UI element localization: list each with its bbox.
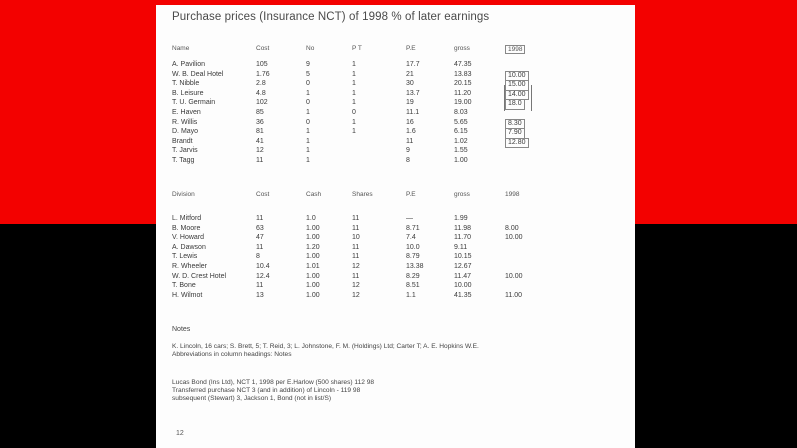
table-cell: 11.70 (454, 234, 471, 242)
footnotes-block (172, 379, 634, 404)
table-cell: 1.00 (306, 291, 320, 299)
table-cell: T. Tagg (172, 157, 195, 164)
table-cell: E. Haven (172, 109, 201, 116)
table-row (156, 147, 635, 156)
table-cell: 20.15 (454, 80, 472, 88)
table-cell: 10.00 (505, 71, 529, 82)
table-row (156, 253, 635, 262)
table-cell: T. Jarvis (172, 147, 198, 155)
table-cell: W. D. Crest Hotel (172, 272, 227, 280)
table-cell: 11 (352, 215, 360, 222)
table-cell: 11 (256, 243, 264, 251)
table-cell: 5 (306, 70, 310, 78)
table-cell: 14.00 (505, 90, 529, 101)
table-cell: 1.99 (454, 215, 468, 222)
table-cell: 1 (352, 128, 356, 136)
table-cell: 6.15 (454, 128, 468, 136)
table-cell: 9 (406, 147, 410, 155)
table-cell: 63 (256, 224, 264, 232)
table-row (156, 215, 635, 224)
table-cell: 11.98 (454, 224, 471, 232)
table-cell: 1.01 (306, 263, 320, 270)
table1-header-pe: P.E (406, 45, 416, 52)
table-cell: 8.79 (406, 253, 420, 261)
table-cell: W. B. Deal Hotel (172, 70, 224, 78)
table-cell: 19 (406, 99, 414, 107)
table-row (156, 61, 635, 70)
table-cell: 4.8 (256, 89, 266, 97)
page-number: 12 (176, 430, 184, 437)
table-cell: 16 (406, 118, 414, 126)
table-cell: 10.00 (454, 282, 472, 290)
table-cell: 19.00 (454, 99, 472, 107)
table-cell: 81 (256, 128, 264, 136)
table-cell: 1.0 (306, 215, 316, 222)
table-cell: 1.55 (454, 147, 468, 155)
table-cell: 47.35 (454, 61, 472, 68)
table-row (156, 234, 635, 243)
table-cell: 1.00 (306, 272, 320, 280)
table-cell: 11 (406, 137, 414, 145)
table-row (156, 273, 635, 282)
table-row (156, 119, 635, 128)
table-cell: 5.65 (454, 118, 468, 126)
table-cell: T. Lewis (172, 253, 198, 261)
table-cell: 0 (306, 99, 310, 107)
table-cell: 0 (352, 109, 356, 116)
table-cell: 11 (256, 282, 264, 290)
table-cell: 12.4 (256, 272, 270, 280)
table-cell: 8.00 (505, 224, 519, 232)
table-cell: 1.20 (306, 243, 320, 251)
table-cell: 17.7 (406, 61, 420, 68)
table-cell: 1 (306, 128, 310, 136)
table-cell: 41.35 (454, 291, 472, 299)
table-cell: 1 (352, 61, 356, 68)
table-cell: 12.67 (454, 263, 472, 270)
table-cell: 10.15 (454, 253, 472, 261)
table-cell: B. Moore (172, 224, 201, 232)
table-cell: 12 (352, 263, 360, 270)
table-row (156, 282, 635, 291)
table-cell: 1.00 (306, 282, 320, 290)
table-cell: 1.1 (406, 291, 416, 299)
table-cell: 12 (352, 291, 360, 299)
table2-header-shares: Shares (352, 191, 373, 198)
table-cell: 102 (256, 99, 268, 107)
table1-header-cost: Cost (256, 45, 270, 52)
table-cell: 1 (306, 137, 310, 145)
table-cell: 1.76 (256, 70, 270, 78)
footnote-line: subsequent (Stewart) 3, Jackson 1, Bond (not in list/S) (172, 395, 332, 403)
table-cell: 11 (352, 253, 360, 261)
table-cell: B. Leisure (172, 89, 204, 97)
table-cell: V. Howard (172, 234, 205, 242)
table-cell: 15.00 (505, 80, 529, 91)
table-cell: 13.7 (406, 89, 420, 97)
table-cell: 1.00 (306, 224, 320, 232)
table-cell: 0 (306, 118, 310, 126)
notes-line: K. Lincoln, 16 cars; S. Brett, 5; T. Reid, 3; L. Johnstone, F. M. (Holdings) Ltd; Carter T; A. E. Hopkins W.E. (172, 343, 479, 350)
table-row (156, 225, 635, 234)
table-cell: 1 (306, 147, 310, 155)
table-cell: 8 (256, 253, 260, 261)
table-cell: 1.00 (306, 234, 320, 242)
table2-header-year: 1998 (505, 191, 520, 198)
table-cell: 7.4 (406, 234, 416, 242)
table-cell: 2.8 (256, 80, 266, 88)
table-cell: 11.20 (454, 89, 471, 97)
table-cell: L. Mitford (172, 215, 202, 222)
table-cell: 11.00 (505, 291, 522, 299)
table-cell: 1 (352, 118, 356, 126)
table2-header-cash: Cash (306, 191, 322, 198)
table-cell: 12 (352, 282, 360, 290)
table-cell: 30 (406, 80, 414, 88)
table-cell: 10.00 (505, 234, 523, 242)
table-cell: H. Wilmot (172, 291, 203, 299)
table-cell: R. Willis (172, 118, 198, 126)
table-cell: 8.30 (505, 119, 525, 130)
table2-header-cost: Cost (256, 191, 270, 198)
table-cell: A. Dawson (172, 243, 206, 251)
table-row (156, 138, 635, 147)
table2-header-division: Division (172, 191, 195, 198)
table-cell: 1.02 (454, 137, 468, 145)
table1-header-year: 1998 (505, 45, 525, 54)
table-cell: 13.83 (454, 70, 472, 78)
table-cell: 18.0 (505, 99, 525, 110)
table2-header-gross: gross (454, 191, 470, 198)
table-cell: 47 (256, 234, 264, 242)
table-cell: 41 (256, 137, 264, 145)
table-cell: 1.6 (406, 128, 416, 136)
table1-header-name: Name (172, 45, 190, 52)
table-cell: A. Pavilion (172, 61, 206, 68)
table-cell: 10.00 (505, 272, 523, 280)
table-cell: 10 (352, 234, 360, 242)
table-cell: 12.80 (505, 138, 529, 149)
table-cell: 10.4 (256, 263, 270, 270)
table-cell: 8.51 (406, 282, 420, 290)
table-cell: 9 (306, 61, 310, 68)
table-cell: R. Wheeler (172, 263, 208, 270)
table-cell: 11 (352, 243, 360, 251)
table-cell: 21 (406, 70, 414, 78)
table1-bracket-line (531, 85, 532, 111)
table-cell: 0 (306, 80, 310, 88)
footnote-line: Lucas Bond (Ins Ltd), NCT 1, 1998 per E.Harlow (500 shares) 112 98 (172, 379, 375, 386)
notes-block (172, 343, 634, 359)
table-row (156, 71, 635, 80)
table-row (156, 80, 635, 89)
table-cell: 1 (352, 80, 356, 88)
document-page (156, 5, 635, 448)
table-cell: 1 (352, 89, 356, 97)
table-cell: 11 (256, 157, 264, 164)
table-cell: 10.0 (406, 243, 420, 251)
table-cell: 13 (256, 291, 264, 299)
table-cell: T. Nibble (172, 80, 200, 88)
table-cell: 11 (352, 224, 360, 232)
table-row (156, 292, 635, 301)
table-cell: 105 (256, 61, 268, 68)
table-cell: 11 (256, 215, 264, 222)
table-cell: T. Bone (172, 282, 196, 290)
table-cell: 11.1 (406, 109, 420, 116)
table-cell: 8.71 (406, 224, 420, 232)
notes-label: Notes (172, 326, 191, 333)
table-cell: 1 (352, 70, 356, 78)
table1-header-gross: gross (454, 45, 470, 52)
table-row (156, 90, 635, 99)
table-row (156, 128, 635, 137)
table-cell: 8 (406, 157, 410, 164)
table-row (156, 263, 635, 272)
table-cell: 8.29 (406, 272, 420, 280)
table-cell: 8.03 (454, 109, 468, 116)
table-cell: D. Mayo (172, 128, 199, 136)
table-row (156, 157, 635, 166)
table-cell: 1 (352, 99, 356, 107)
table-cell: 1.00 (306, 253, 320, 261)
table-cell: 9.11 (454, 243, 468, 251)
table-cell: 7.90 (505, 128, 525, 139)
table-row (156, 99, 635, 108)
table-cell: 1 (306, 157, 310, 164)
page-title: Purchase prices (Insurance NCT) of 1998 % of later earnings (172, 11, 490, 23)
table-cell: 1.00 (454, 157, 468, 164)
table-row (156, 244, 635, 253)
table-cell: 1 (306, 109, 310, 116)
table-cell: 12 (256, 147, 264, 155)
table-cell: 13.38 (406, 263, 424, 270)
notes-line: Abbreviations in column headings: Notes (172, 351, 292, 359)
table-cell: 1 (306, 89, 310, 97)
table1-header-no: No (306, 45, 315, 52)
table1-header-pt: P T (352, 45, 362, 52)
table-cell: 36 (256, 118, 264, 126)
table-cell: — (406, 215, 413, 222)
table-cell: T. U. Germain (172, 99, 216, 107)
footnote-line: Transferred purchase NCT 3 (and in addition) of Lincoln - 119 98 (172, 387, 361, 395)
table-cell: 85 (256, 109, 264, 116)
table-row (156, 109, 635, 118)
table-cell: 11 (352, 272, 360, 280)
table-cell: 11.47 (454, 272, 471, 280)
table-cell: Brandt (172, 137, 193, 145)
table2-header-pe: P.E (406, 191, 416, 198)
table1-bracket-line (504, 85, 505, 111)
